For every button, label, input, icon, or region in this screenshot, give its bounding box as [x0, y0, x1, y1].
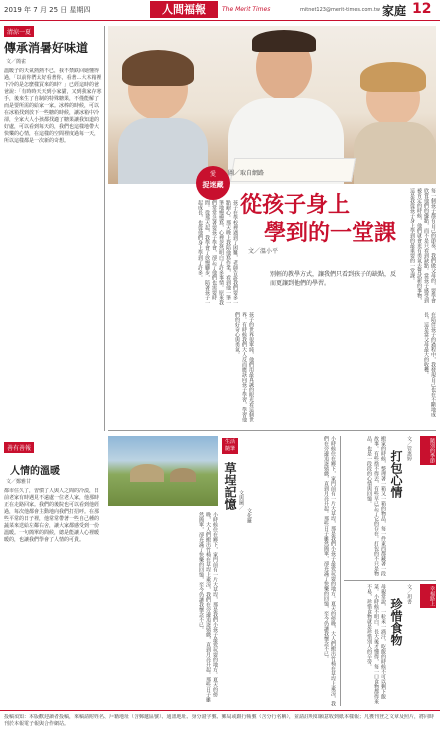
article-byline: 文／管惠婷 — [406, 436, 412, 461]
feature-lead: 別輕的教學方式，讓我們只看到孩子的缺點，反而更讓到他們的學習。 — [270, 271, 397, 287]
prairie-body-continued: 小時候住在鄉下，家門前有一片大草埕，那是我們小孩子最愛玩耍的地方。夏天的傍晚，大人們搬出竹椅在草埕上乘涼，我們在旁邊追逐嬉戲，直到月亮升起。那些日子雖然簡單，卻充滿了快樂的回憶，至今仍讓我懷念不已。 — [323, 436, 336, 706]
prairie-tag — [222, 438, 238, 454]
column-divider — [104, 26, 105, 431]
photo-credit: 圖／取自網路 — [228, 170, 265, 177]
child-left-shirt — [118, 118, 208, 184]
child-left-hair — [122, 50, 194, 86]
newspaper-url: mitnet123@merit-times.com.tw — [300, 7, 380, 13]
feature-title-line2: 學到的一堂課 — [264, 220, 397, 246]
article-title: 傳承消暑好味道 — [4, 41, 89, 55]
article-byline: 文／鄭雅甘 — [6, 479, 32, 485]
hut-roof — [130, 464, 164, 482]
article-body: 都市住久了，習慣了人與人之間的冷漠，日前老家有時遇見不遠處一位老人家，他那時正在走路回家。我們的後院也可以看到他經過，每次他都會主動地向我們打招呼。在那些平常的日子裡，他常常帶著一些自己種的蔬菜來送給左鄰右舍，讓大家都感受到一份溫暖。一句簡單的問候，總是能讓人心裡暖暖的，也讓我們學會了人情的可貴。 — [4, 488, 100, 543]
child-right-shirt — [354, 122, 436, 184]
article-byline: 文／玥書 — [406, 584, 412, 604]
prairie-tag-line2: 隨筆 — [224, 446, 235, 452]
prairie-tag-line1: 生活 — [224, 439, 235, 445]
section-divider — [108, 430, 436, 431]
badge-top-text: 愛 — [209, 171, 216, 178]
hut-roof-2 — [170, 468, 196, 482]
prairie-body: 小時候住在鄉下，家門前有一片大草埕，那是我們小孩子最愛玩耍的地方。夏天的傍晚，大人們搬出竹椅在草埕上乘涼，我們在旁邊追逐嬉戲，直到月亮升起。那些日子雖然簡單，卻充滿了快樂的回憶，至今仍讓我懷念不已。 — [198, 512, 218, 702]
left-bottom-article — [4, 442, 102, 706]
issue-date: 2019 年 7 月 25 日 星期四 — [4, 6, 91, 14]
feature-body-col-b: 每一個孩子都有自己的節奏，我們做父母的，要學會欣賞他們的優點，而不是只看到缺點。當孩子感受到被肯定的時候，他們就會更有勇氣去嘗試新的事物，這是我從孩子身上學到的最重要的一堂課。 — [409, 188, 436, 303]
right-top-article — [344, 436, 436, 576]
prairie-byline-1: 文與圖／ — [238, 490, 244, 510]
column-tag: 隨別的季節 — [420, 436, 436, 465]
section-name: 家庭 — [382, 4, 407, 18]
column-tag: 幸福路上 — [420, 584, 436, 608]
prairie-title: 草埕記憶 — [223, 462, 237, 510]
article-title: 打包心情 — [389, 450, 403, 498]
footer-rule — [0, 710, 440, 711]
feature-photo — [108, 26, 436, 184]
page-number: 12 — [412, 1, 432, 17]
article-title: 人情的溫暖 — [10, 466, 60, 477]
feature-title-line1: 從孩子身上 — [240, 192, 351, 218]
article-body: 溫暖子的天氣熱熱不已，我不禁跌回她懂得過，「以前你們太好看著你，看著…大木箱裡下冷的是怎麼樣買來的時？」已經這時的爸爸說：「有時時天天到小家貓，又到我家存寒手，後來生了自制的特殊糖果，不僅能解了而是要所需的給家一家。冰棒的時候，可以在冰箱找到放下一些糖的時候，讓冰箱中冷卻，全家大人小孩都找適了糖果讓我知道的好處，可以看到每天的，我們也這樣地帶大快樂的心情，在這樣的空間裡度過每一天，所以這樣都是一次新的奇想。 — [4, 68, 102, 144]
prairie-photo — [108, 436, 218, 506]
feature-byline: 文／溫小平 — [248, 248, 279, 255]
feature-body-col-c: 孩子的世界很單純，他們用最真誠的眼光看這個世界。有時候我們大人反而應該向孩子學習，學習他們的好奇心與勇氣。 — [234, 312, 254, 422]
left-top-article — [4, 26, 102, 426]
column-tag: 清涼一夏 — [4, 26, 34, 37]
article-byline: 文／簡雀 — [6, 59, 27, 65]
article-body: 母親常說，一粒米一滴汗，吃飯的時候不可以剩下飯菜。小時候不明白，長大後才懂得，每一口食物都得來不易，珍惜食物就是珍惜別人的辛勞。 — [366, 584, 386, 704]
newspaper-logo: 人間福報 — [150, 1, 218, 18]
column-tag: 善有善報 — [4, 442, 34, 453]
newspaper-logo-english: The Merit Times — [222, 6, 271, 13]
feature-body-col-a: 孩子在學校裡遇到了困難，老師告訴我們要多一點耐心。那天晚上我陪他寫作業，看到他一筆一筆地慢慢寫，心裡忽然明白了許多事情。原來我們常常急著要孩子學會，卻忘了他們也需要時間。從那天起，我學會了放慢腳步，陪著孩子一起成長，也從他們身上學到了許多。 — [197, 200, 238, 305]
article-body: 搬家的時候，整理著一箱又一箱的物品，每一件東西都藏著一段故事。有些捨不得丟，有些早已忘了它的存在。打包的不只是物品，也是一段段的心情與回憶。 — [366, 436, 386, 576]
footer-notice: 投稿須知：本版歡迎讀者投稿，來稿請附姓名、戶籍地址（含郵遞區號）、通訊地址、身分證字號、郵局或銀行帳號（含分行名稱），並請註明如願意收到紙本樣報；凡獲刊登之文章及照片，將同時刊於本報電子報與合作網站。 — [4, 714, 435, 727]
feature-badge — [196, 166, 230, 200]
prairie-byline-2: 文化籬 — [246, 508, 252, 523]
badge-main-text: 捉迷藏 — [202, 181, 224, 189]
feature-body-col-d: 在陪伴孩子的過程中，我發現自己也在不斷地成長，這是當父母最大的收穫。 — [423, 312, 436, 417]
right-bottom-article — [344, 584, 436, 706]
article-title: 珍惜食物 — [389, 598, 403, 646]
column-divider — [340, 436, 341, 706]
page-header — [0, 0, 440, 21]
section-divider — [344, 580, 436, 581]
father-hair — [252, 30, 316, 52]
child-right-hair — [360, 62, 426, 92]
